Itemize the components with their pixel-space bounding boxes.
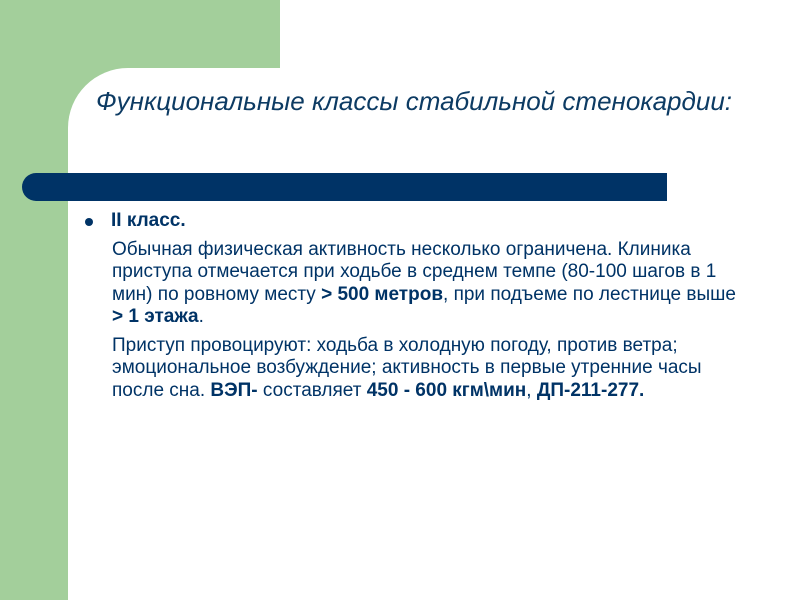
para2-bold-vep: ВЭП- (210, 379, 258, 401)
top-white-strip (280, 0, 800, 68)
para2-text-2: составляет (257, 379, 367, 401)
para1-text-3: . (198, 306, 204, 327)
bullet-item (80, 210, 740, 233)
bullet-dot-icon (85, 218, 93, 226)
para1-text-1: Обычная физическая активность несколько ограничена. Клиника приступа отмечается при ходьбе в среднем темпе (80-100 шагов в 1 мин) по ровному месту (112, 238, 717, 305)
para2-bold-dp: ДП-211-277. (536, 379, 645, 401)
bullet-heading: II класс. (111, 210, 186, 231)
para2-text-3: , (526, 379, 537, 401)
para2-text-1: Приступ провоцируют: ходьба в холодную погоду, против ветра; эмоциональное возбуждение; активность в первые утренние часы после сна. (112, 334, 702, 401)
para1-text-2: , при подъеме по лестнице выше (443, 283, 736, 305)
title-divider-bar (22, 173, 667, 201)
para2-bold-range: 450 - 600 кгм\мин (366, 379, 527, 401)
slide-title: Функциональные классы стабильной стенокардии: (96, 86, 733, 116)
paragraph-triggers (112, 335, 740, 403)
paragraph-activity (112, 239, 740, 329)
slide-content (80, 210, 740, 408)
para1-bold-distance: > 500 метров (321, 283, 444, 305)
para1-bold-floors: > 1 этажа (112, 306, 199, 327)
